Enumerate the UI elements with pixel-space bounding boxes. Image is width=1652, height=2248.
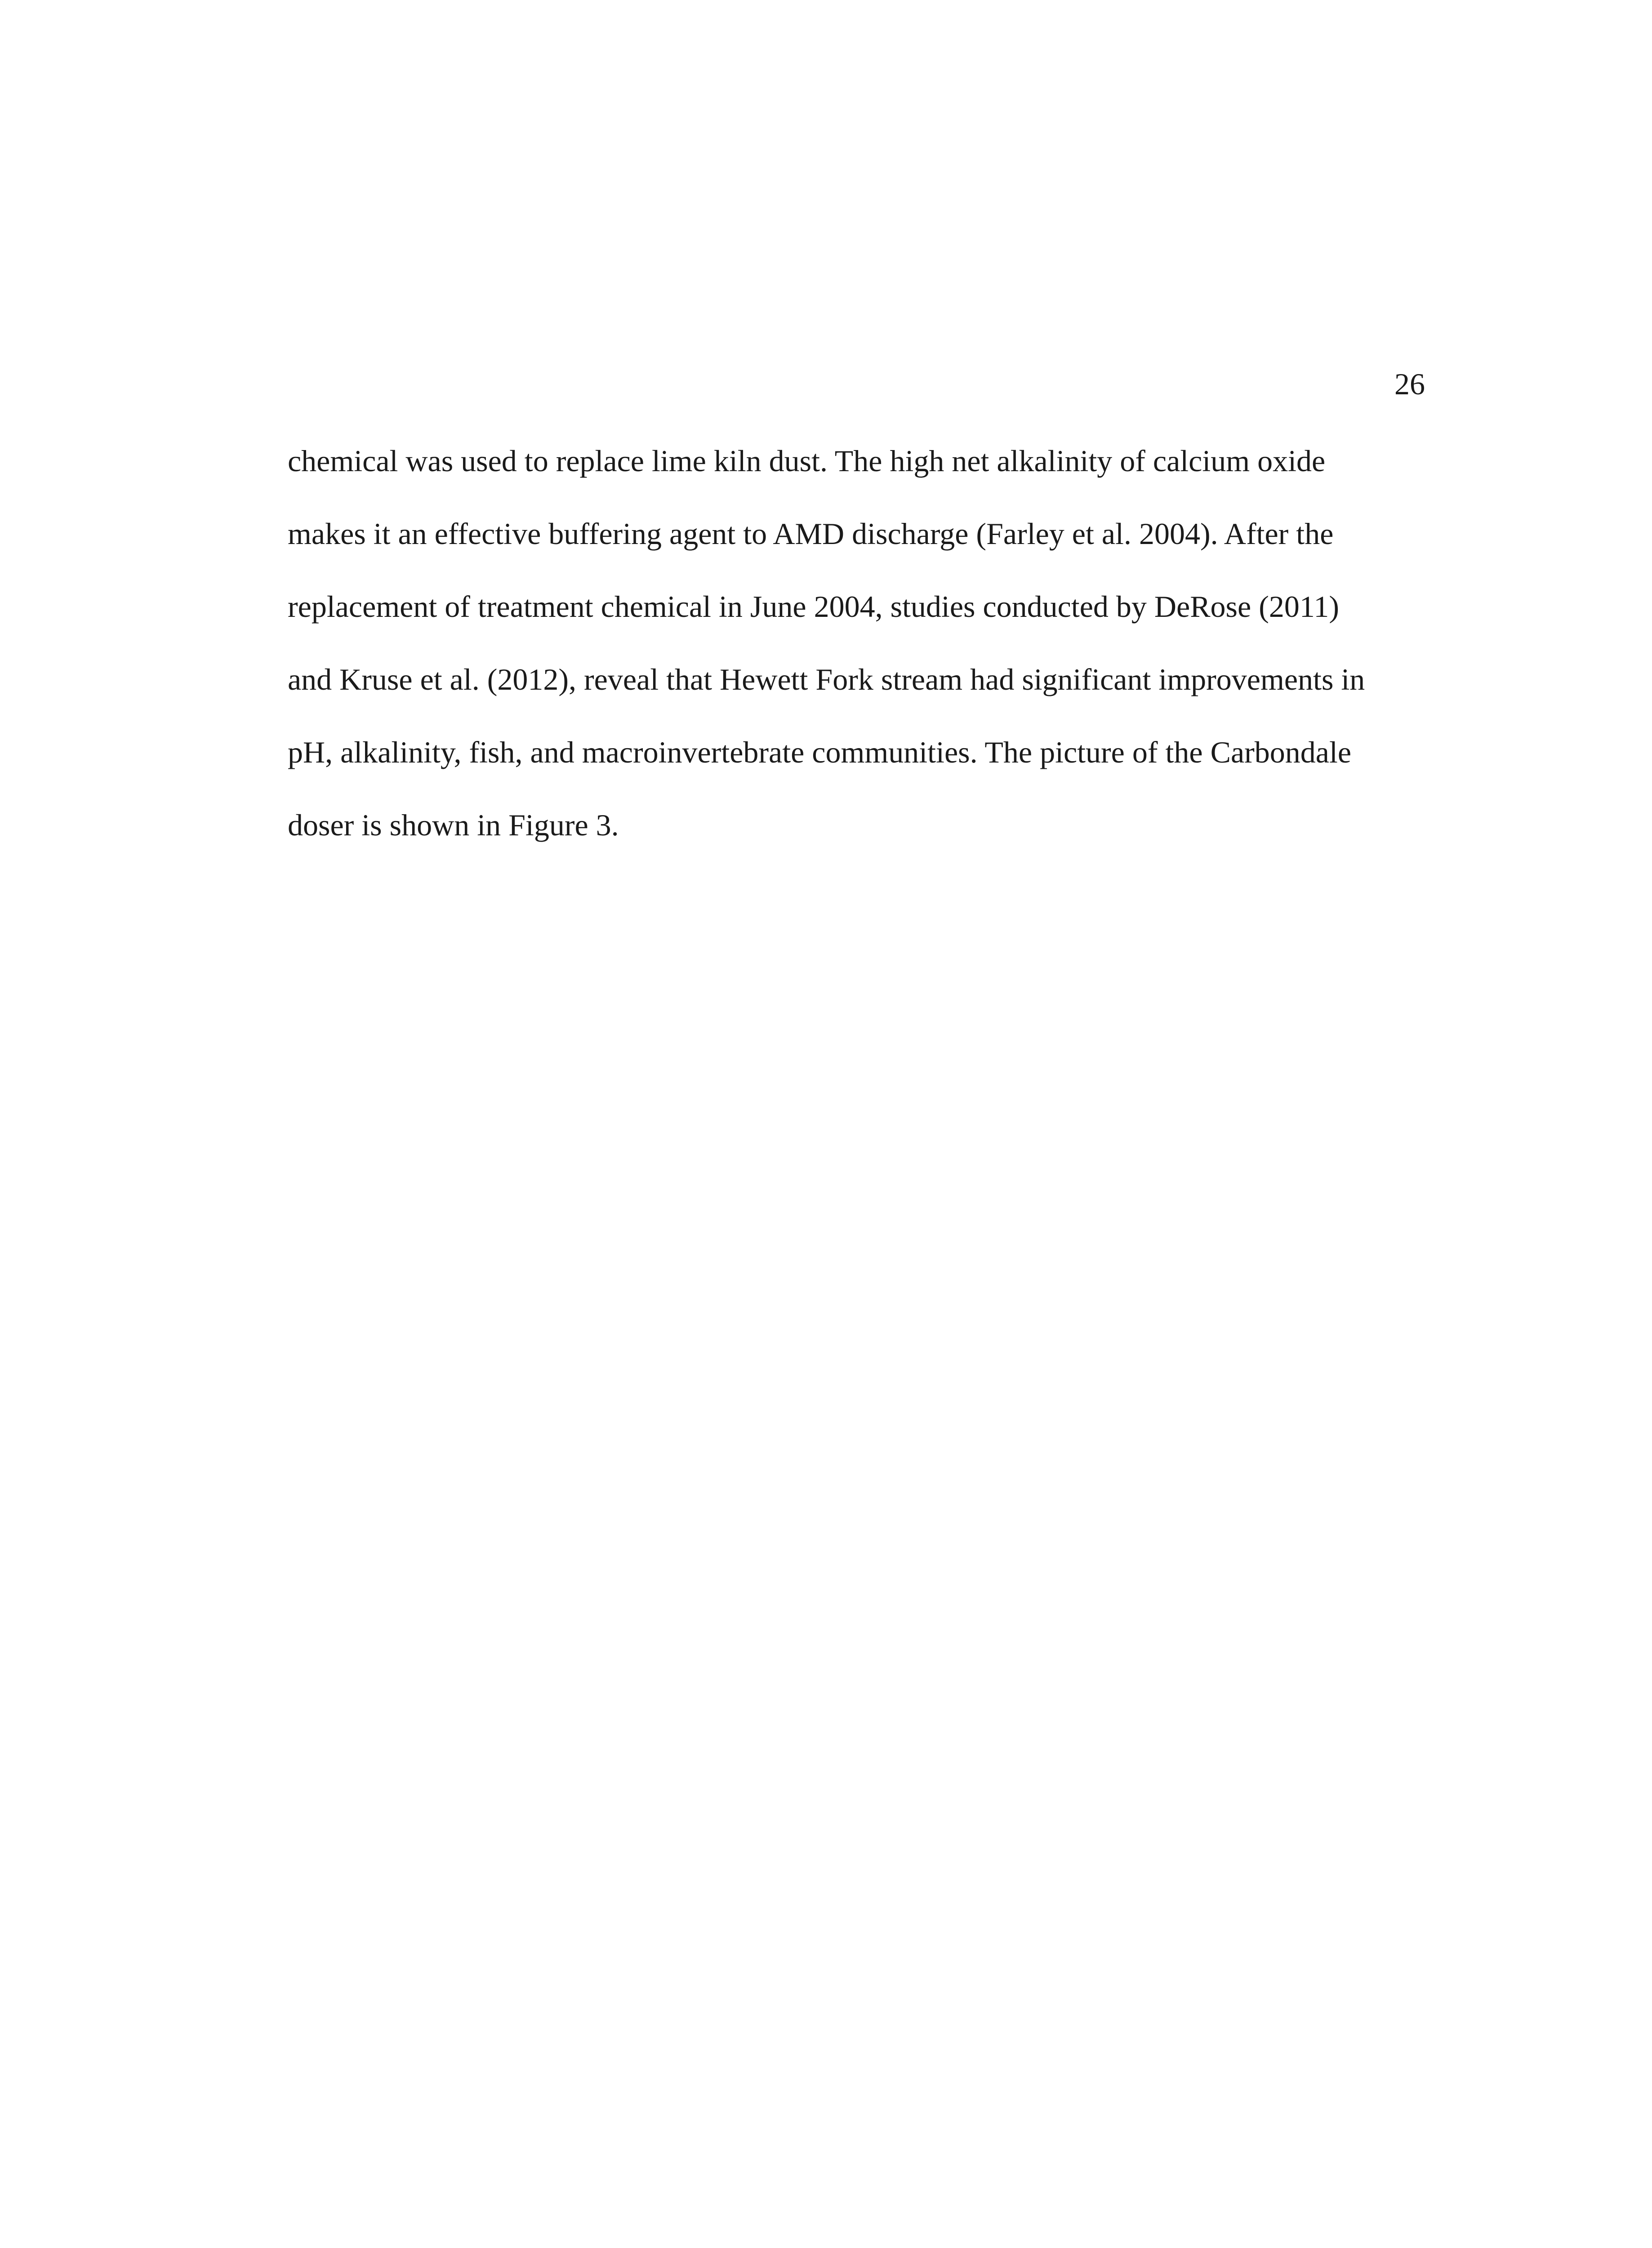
paragraph-line: makes it an effective buffering agent to AMD discharge (Farley et al. 2004). After the [288, 517, 1334, 551]
paragraph-line: chemical was used to replace lime kiln dust. The high net alkalinity of calcium oxide [288, 444, 1326, 478]
paragraph-line: doser is shown in Figure 3. [288, 808, 619, 842]
page-number: 26 [1394, 367, 1425, 401]
paragraph-line: and Kruse et al. (2012), reveal that Hewett Fork stream had significant improvements in [288, 662, 1365, 696]
body-paragraph [288, 438, 1403, 875]
paragraph-line: replacement of treatment chemical in June 2004, studies conducted by DeRose (2011) [288, 589, 1339, 624]
paragraph-line: pH, alkalinity, fish, and macroinvertebrate communities. The picture of the Carbondale [288, 735, 1352, 769]
